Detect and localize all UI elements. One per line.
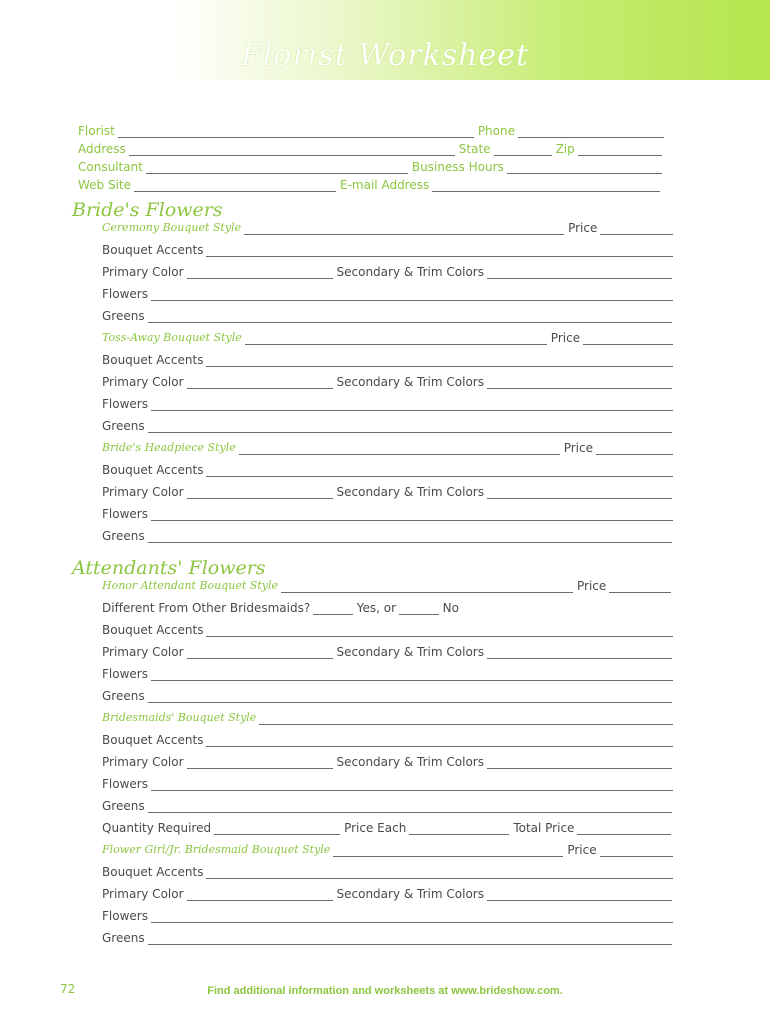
greens-label: Greens: [102, 419, 145, 433]
bouquet-accents-row: [102, 242, 673, 257]
business-hours-label: Business Hours: [411, 160, 504, 174]
primary-color-label: Primary Color: [102, 375, 184, 389]
flowers-field[interactable]: [151, 911, 673, 923]
attendants-flowers-heading: Attendants' Flowers: [72, 557, 266, 579]
yes-label: Yes, or: [356, 601, 397, 615]
secondary-colors-label: Secondary & Trim Colors: [336, 485, 484, 499]
flowers-row: [102, 666, 673, 681]
bouquet-accents-field[interactable]: [206, 465, 673, 477]
bouquet-accents-row: [102, 352, 673, 367]
flowers-row: [102, 908, 673, 923]
primary-color-field[interactable]: [187, 377, 333, 389]
secondary-colors-label: Secondary & Trim Colors: [336, 887, 484, 901]
flowers-label: Flowers: [102, 777, 148, 791]
website-row: [78, 177, 660, 192]
ceremony-bouquet-field[interactable]: [244, 223, 564, 235]
primary-color-field[interactable]: [187, 487, 333, 499]
bridesmaids-bouquet-label: Bridesmaids' Bouquet Style: [102, 711, 257, 724]
phone-label: Phone: [477, 124, 515, 138]
primary-color-field[interactable]: [187, 757, 333, 769]
flowers-field[interactable]: [151, 779, 673, 791]
primary-color-label: Primary Color: [102, 645, 184, 659]
primary-color-label: Primary Color: [102, 755, 184, 769]
ceremony-bouquet-label: Ceremony Bouquet Style: [102, 221, 242, 234]
total-price-field[interactable]: [577, 823, 671, 835]
bouquet-accents-row: [102, 732, 673, 747]
honor-attendant-label: Honor Attendant Bouquet Style: [102, 579, 279, 592]
secondary-colors-field[interactable]: [487, 377, 672, 389]
phone-field[interactable]: [518, 126, 664, 138]
website-label: Web Site: [78, 178, 132, 192]
greens-field[interactable]: [148, 531, 672, 543]
flowers-row: [102, 506, 673, 521]
price-field[interactable]: [600, 845, 673, 857]
greens-field[interactable]: [148, 421, 672, 433]
website-field[interactable]: [134, 180, 336, 192]
price-label: Price: [563, 441, 593, 455]
primary-color-field[interactable]: [187, 267, 333, 279]
flowers-field[interactable]: [151, 399, 673, 411]
greens-label: Greens: [102, 689, 145, 703]
colors-row: [102, 754, 672, 769]
flowers-label: Flowers: [102, 507, 148, 521]
flowers-field[interactable]: [151, 669, 673, 681]
different-from-row: [102, 600, 462, 615]
greens-row: [102, 798, 672, 813]
consultant-field[interactable]: [146, 162, 408, 174]
price-field[interactable]: [600, 223, 673, 235]
florist-field[interactable]: [118, 126, 474, 138]
greens-row: [102, 308, 672, 323]
no-label: No: [442, 601, 459, 615]
state-field[interactable]: [494, 144, 552, 156]
price-each-field[interactable]: [409, 823, 509, 835]
email-field[interactable]: [432, 180, 660, 192]
greens-field[interactable]: [148, 801, 672, 813]
bouquet-accents-row: [102, 622, 673, 637]
price-label: Price: [577, 579, 607, 593]
email-label: E-mail Address: [340, 178, 430, 192]
secondary-colors-field[interactable]: [487, 889, 672, 901]
bouquet-accents-label: Bouquet Accents: [102, 243, 204, 257]
page-number: 72: [60, 982, 76, 996]
flower-girl-row: [102, 842, 673, 857]
flowers-label: Flowers: [102, 397, 148, 411]
price-field[interactable]: [596, 443, 673, 455]
secondary-colors-field[interactable]: [487, 487, 672, 499]
price-field[interactable]: [583, 333, 673, 345]
headpiece-row: [102, 440, 673, 455]
greens-label: Greens: [102, 799, 145, 813]
flowers-row: [102, 286, 673, 301]
yes-field[interactable]: [313, 603, 353, 615]
secondary-colors-label: Secondary & Trim Colors: [336, 265, 484, 279]
primary-color-label: Primary Color: [102, 265, 184, 279]
secondary-colors-field[interactable]: [487, 267, 672, 279]
page-title: Florist Worksheet: [240, 38, 530, 73]
quantity-row: [102, 820, 671, 835]
flowers-field[interactable]: [151, 509, 673, 521]
bouquet-accents-field[interactable]: [206, 245, 673, 257]
toss-away-bouquet-field[interactable]: [245, 333, 547, 345]
greens-row: [102, 528, 672, 543]
primary-color-field[interactable]: [187, 889, 333, 901]
colors-row: [102, 264, 672, 279]
greens-field[interactable]: [148, 933, 672, 945]
honor-attendant-row: [102, 578, 671, 593]
toss-away-bouquet-row: [102, 330, 673, 345]
florist-label: Florist: [78, 124, 115, 138]
bouquet-accents-field[interactable]: [206, 735, 673, 747]
business-hours-field[interactable]: [507, 162, 662, 174]
secondary-colors-field[interactable]: [487, 647, 672, 659]
bouquet-accents-label: Bouquet Accents: [102, 623, 204, 637]
quantity-label: Quantity Required: [102, 821, 212, 835]
flower-girl-label: Flower Girl/Jr. Bridesmaid Bouquet Style: [102, 843, 331, 856]
bouquet-accents-field[interactable]: [206, 355, 673, 367]
primary-color-label: Primary Color: [102, 485, 184, 499]
footer-note: Find additional information and worksheets at www.brideshow.com.: [207, 985, 563, 997]
colors-row: [102, 374, 672, 389]
address-label: Address: [78, 142, 126, 156]
greens-label: Greens: [102, 309, 145, 323]
total-price-label: Total Price: [513, 821, 575, 835]
secondary-colors-label: Secondary & Trim Colors: [336, 755, 484, 769]
bouquet-accents-row: [102, 462, 673, 477]
address-row: [78, 141, 662, 156]
flowers-row: [102, 776, 673, 791]
secondary-colors-field[interactable]: [487, 757, 672, 769]
primary-color-label: Primary Color: [102, 887, 184, 901]
greens-label: Greens: [102, 529, 145, 543]
bouquet-accents-label: Bouquet Accents: [102, 865, 204, 879]
headpiece-label: Bride's Headpiece Style: [102, 441, 236, 454]
greens-field[interactable]: [148, 311, 672, 323]
bridesmaids-bouquet-row: [102, 710, 673, 725]
greens-row: [102, 930, 672, 945]
colors-row: [102, 886, 672, 901]
secondary-colors-label: Secondary & Trim Colors: [336, 645, 484, 659]
flowers-label: Flowers: [102, 287, 148, 301]
zip-label: Zip: [555, 142, 575, 156]
bouquet-accents-label: Bouquet Accents: [102, 733, 204, 747]
state-label: State: [458, 142, 491, 156]
flower-girl-field[interactable]: [333, 845, 563, 857]
flowers-label: Flowers: [102, 667, 148, 681]
toss-away-bouquet-label: Toss-Away Bouquet Style: [102, 331, 242, 344]
address-field[interactable]: [129, 144, 455, 156]
bouquet-accents-label: Bouquet Accents: [102, 353, 204, 367]
bouquet-accents-field[interactable]: [206, 867, 673, 879]
florist-row: [78, 123, 664, 138]
greens-label: Greens: [102, 931, 145, 945]
colors-row: [102, 644, 672, 659]
price-label: Price: [550, 331, 581, 345]
quantity-field[interactable]: [214, 823, 340, 835]
flowers-row: [102, 396, 673, 411]
secondary-colors-label: Secondary & Trim Colors: [336, 375, 484, 389]
consultant-row: [78, 159, 662, 174]
bridesmaids-bouquet-field[interactable]: [259, 713, 673, 725]
no-field[interactable]: [399, 603, 439, 615]
price-label: Price: [568, 221, 598, 235]
primary-color-field[interactable]: [187, 647, 333, 659]
consultant-label: Consultant: [78, 160, 143, 174]
bouquet-accents-field[interactable]: [206, 625, 673, 637]
ceremony-bouquet-row: [102, 220, 673, 235]
bouquet-accents-row: [102, 864, 673, 879]
flowers-label: Flowers: [102, 909, 148, 923]
price-field[interactable]: [609, 581, 671, 593]
greens-field[interactable]: [148, 691, 672, 703]
greens-row: [102, 418, 672, 433]
zip-field[interactable]: [578, 144, 662, 156]
brides-flowers-heading: Bride's Flowers: [72, 199, 223, 221]
headpiece-field[interactable]: [239, 443, 560, 455]
bouquet-accents-label: Bouquet Accents: [102, 463, 204, 477]
flowers-field[interactable]: [151, 289, 673, 301]
honor-attendant-field[interactable]: [281, 581, 573, 593]
different-from-label: Different From Other Bridesmaids?: [102, 601, 311, 615]
price-label: Price: [567, 843, 597, 857]
colors-row: [102, 484, 672, 499]
greens-row: [102, 688, 672, 703]
price-each-label: Price Each: [344, 821, 407, 835]
